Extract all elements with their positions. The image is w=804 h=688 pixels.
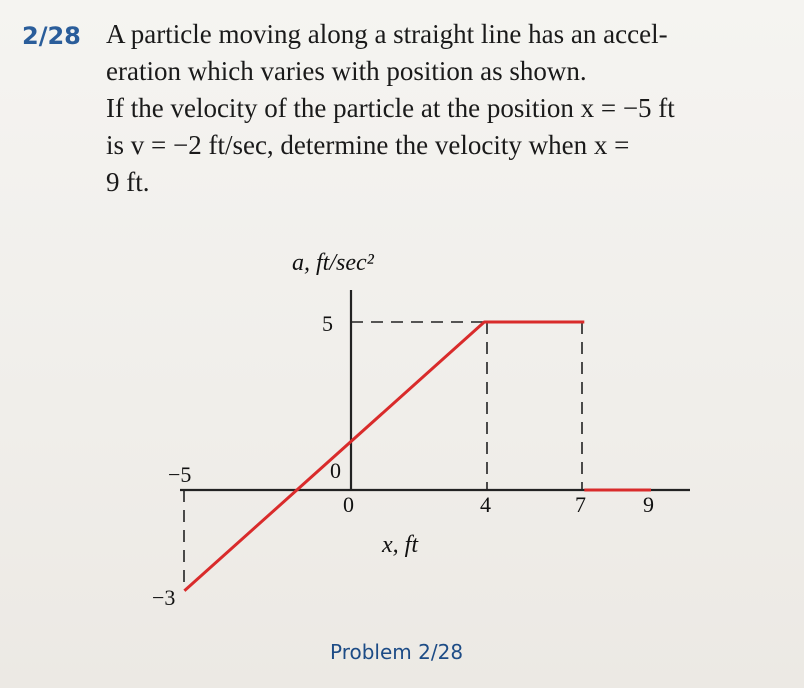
x-tick-9: 9 <box>643 492 654 517</box>
problem-line-3: If the velocity of the particle at the position x = −5 ft <box>106 93 675 123</box>
x-tick-4: 4 <box>480 492 491 517</box>
y-tick-minus-3: −3 <box>152 585 176 610</box>
y-tick-0: 0 <box>330 458 341 483</box>
x-axis-label: x, ft <box>382 532 418 558</box>
problem-line-1: A particle moving along a straight line has an accel- <box>106 19 668 49</box>
x-tick-0: 0 <box>343 492 354 517</box>
problem-line-5: 9 ft. <box>106 167 150 197</box>
x-tick-minus-5: −5 <box>168 462 192 487</box>
figure-caption: Problem 2/28 <box>330 640 464 664</box>
y-axis-label: a, ft/sec² <box>292 250 374 276</box>
x-tick-7: 7 <box>575 492 586 517</box>
y-tick-5: 5 <box>322 311 333 336</box>
problem-line-2: eration which varies with position as shown. <box>106 56 587 86</box>
problem-number: 2/28 <box>22 22 81 50</box>
problem-line-4: is v = −2 ft/sec, determine the velocity when x = <box>106 130 630 160</box>
